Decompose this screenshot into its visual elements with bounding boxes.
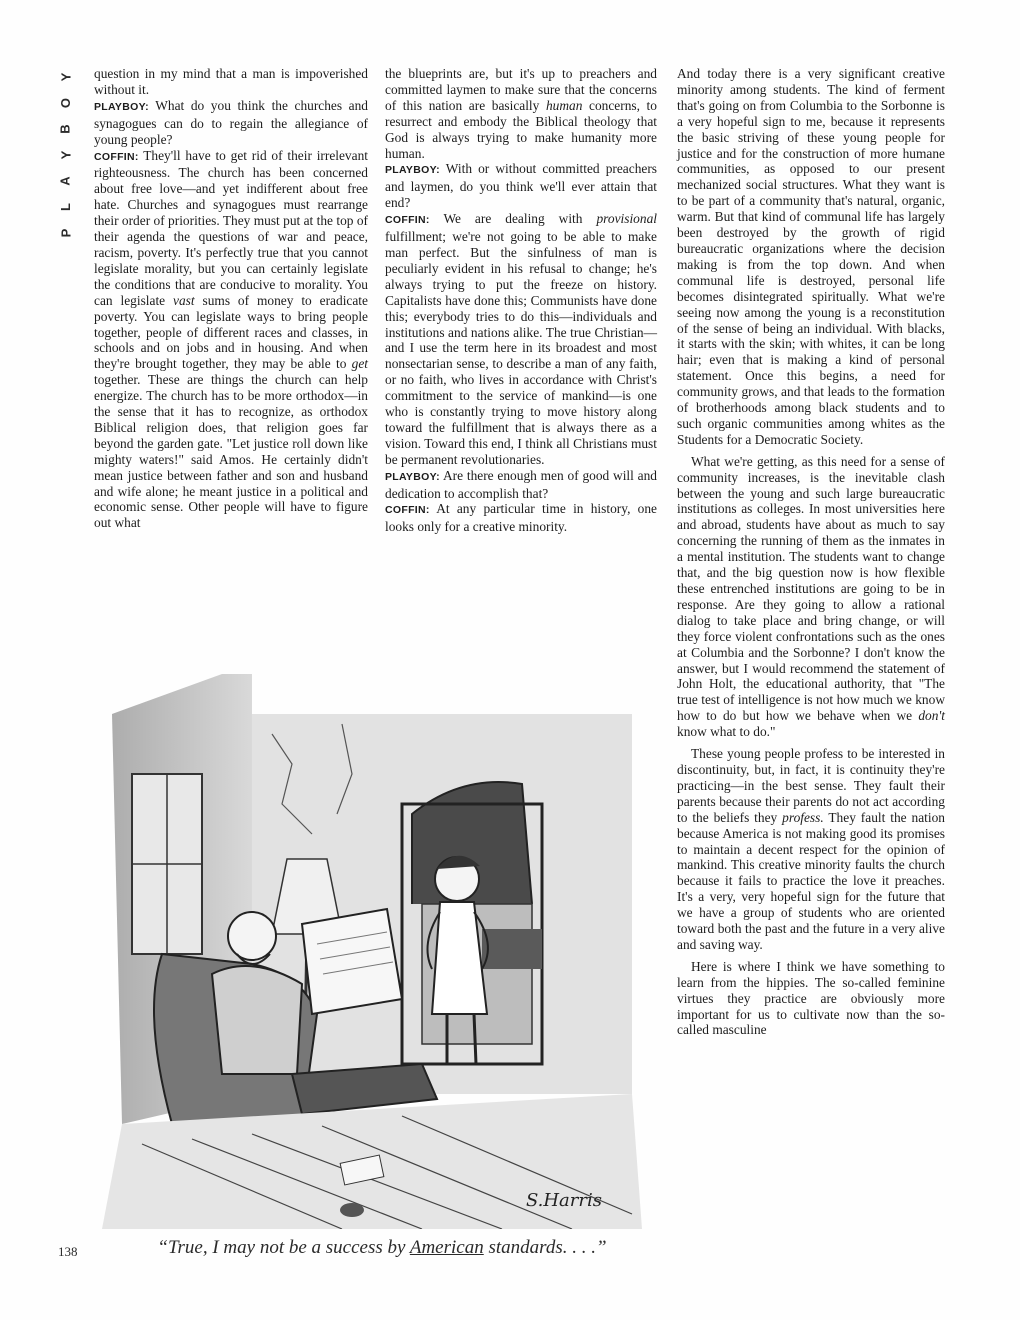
speaker-label: PLAYBOY: [385, 470, 440, 483]
emphasis: get [351, 356, 368, 372]
brand-letter: Y [57, 72, 73, 82]
text-column-1 [94, 66, 368, 531]
paragraph-text: sums of money to eradicate poverty. You can legislate ways to bring people together, people of different races and classes, in schools and on jobs and in housing. And when they're brought together, they may be able to [94, 292, 368, 372]
cartoon-signature: S.Harris [525, 1190, 602, 1211]
cartoon-caption [102, 1237, 662, 1259]
paragraph: And today there is a very significant creative minority among students. The kind of ferment that's going on from Columbia to the Sorbonne is a very hopeful sign to me, because it represents the basic striving of these young people for justice and for the construction of more humane communities, as opposed to our present mechanized social structures. What they want is to be part of a community that's natural, organic, warm. But that kind of communal life has largely been destroyed by the growth of rigid bureaucratic organizations where the decision making is from the top down. And when communal life is destroyed, personal life becomes disintegrated spiritually. What we're seeing now among the young is a reconstitution of the sense of being an individual. With blacks, it starts with the skin; with whites, it can be long hair; even that is making a kind of personal statement. Once this begins, a need for community grows, and that leads to the formation of brotherhoods among black students and to such organic communities among whites as the Students for a Democratic Society. [677, 66, 945, 447]
paragraph-text: They'll have to get rid of their irrelevant righteousness. The church has been concerned about free love—and yet indifferent about free hate. Churches and synagogues must rearrange their order of priorities. They must put at the top of their agenda the questions of war and peace, racism, poverty. It's perfectly true that you cannot legislate morality, but you can certainly legislate the conditions that are conducive to morality. You can legislate [94, 147, 368, 308]
paragraph-text: What we're getting, as this need for a sense of community increases, is the inevitable clash between the young and such large bureaucratic institutions as colleges. In most universities here and abroad, students have about as much to say concerning the running of them as the inmates in a mental institution. The students want to change that, and the big question now is how flexible these entrenched institutions are going to be in response. Are they going to allow a rational dialog to take place and bring change, or will they force violent confrontations such as the ones at Columbia and the Sorbonne? I don't know the answer, but I would recommend the statement of John Holt, the educational authority, that "The true test of intelligence is not how much we know how to do but how we behave when we [677, 453, 945, 724]
paragraph-text: These young people profess to be interested in discontinuity, but, in fact, it is continuity they're practicing—in the best sense. They fault their parents because their parents do not act according to the beliefs they [677, 746, 945, 825]
paragraph-text: They fault the nation because America is not making good its promises to maintain a decent respect for the opinion of mankind. This creative minority faults the church because it fails to practice the love it preaches. It's a very, very hopeful sign for the future that we have a group of students who are oriented toward both the past and the future in a very alive and saving way. [677, 809, 945, 952]
paragraph-text: At any particular time in history, one looks only for a creative minority. [385, 501, 658, 535]
paragraph [385, 211, 657, 468]
paragraph-text: concerns, to resurrect and embody the Biblical theology that God is always trying to make humanity more human. [385, 97, 657, 161]
emphasis: profess. [782, 809, 824, 825]
paragraph [385, 161, 657, 211]
caption-underlined-word: American [409, 1237, 484, 1258]
paragraph: Here is where I think we have something to learn from the hippies. The so-called feminine virtues they practice are obviously more important for us to cultivate now than the so-called masculine [677, 958, 945, 1038]
paragraph-text: With or without committed preachers and laymen, do you think we'll ever attain that end? [385, 161, 658, 211]
paragraph-text: Are there enough men of good will and dedication to accomplish that? [385, 467, 657, 501]
text-column-3 [677, 66, 945, 1038]
paragraph [385, 468, 657, 502]
brand-letter: Y [57, 150, 73, 160]
paragraph-text: the blueprints are, but it's up to preachers and committed laymen to make sure that the concerns of this nation are basically [385, 66, 657, 113]
paragraph [385, 66, 657, 161]
paragraph-text: know what to do." [677, 724, 776, 740]
paragraph [385, 501, 657, 535]
emphasis: vast [173, 292, 195, 308]
speaker-label: PLAYBOY: [94, 100, 149, 113]
paragraph-text: What do you think the churches and synagogues can do to regain the allegiance of young people? [94, 97, 368, 147]
paragraph-text: together. These are things the church can help energize. The church has to be more orthodox—in the sense that it has to recognize, as orthodox Biblical religion does, that religion goes far beyond the garden gate. "Let justice roll down like mighty waters!" said Amos. He certainly didn't mean justice between father and son and husband and wife alone; he meant justice in a political and economic sense. Other people will have to figure out what [94, 372, 368, 531]
speaker-label: COFFIN: [385, 214, 430, 227]
brand-letter: L [57, 203, 73, 211]
paragraph [94, 148, 368, 532]
speaker-label: COFFIN: [385, 504, 430, 517]
caption-text: standards. . . .” [483, 1237, 607, 1258]
paragraph [94, 98, 368, 148]
emphasis: provisional [596, 211, 657, 227]
caption-text: “True, I may not be a success by [157, 1237, 410, 1258]
text-column-2 [385, 66, 657, 535]
emphasis: don't [918, 708, 946, 724]
brand-letter: A [57, 176, 73, 186]
emphasis: human [545, 97, 583, 113]
cartoon-illustration [102, 654, 642, 1229]
speaker-label: COFFIN: [94, 150, 139, 163]
brand-letter: O [58, 97, 73, 109]
paragraph-text: We are dealing with [443, 211, 583, 227]
paragraph [677, 746, 945, 953]
paragraph-text: fulfillment; we're not going to be able to make man perfect. But the sinfulness of man is peculiarly evident in his refusal to change; he's always trying to put the freeze on history. Capitalists have done this; Communists have done this; everybody tries to do this—individuals and institutions and nations alike. The true Christian—and I use the term here in its broadest and most nonsectarian sense, to describe a man of any faith, or no faith, who lives in accordance with Christ's commitment to the service of mankind—is one who is constantly trying to move history along toward the fulfillment that is always there as a vision. Toward this end, I think all Christians must be permanent revolutionaries. [385, 229, 657, 467]
brand-letter: P [57, 228, 73, 238]
paragraph: question in my mind that a man is impoverished without it. [94, 66, 368, 97]
speaker-label: PLAYBOY: [385, 164, 440, 177]
page-number: 138 [58, 1244, 78, 1259]
paragraph [677, 454, 945, 740]
magazine-brand-vertical [56, 64, 76, 246]
brand-letter: B [57, 124, 73, 134]
